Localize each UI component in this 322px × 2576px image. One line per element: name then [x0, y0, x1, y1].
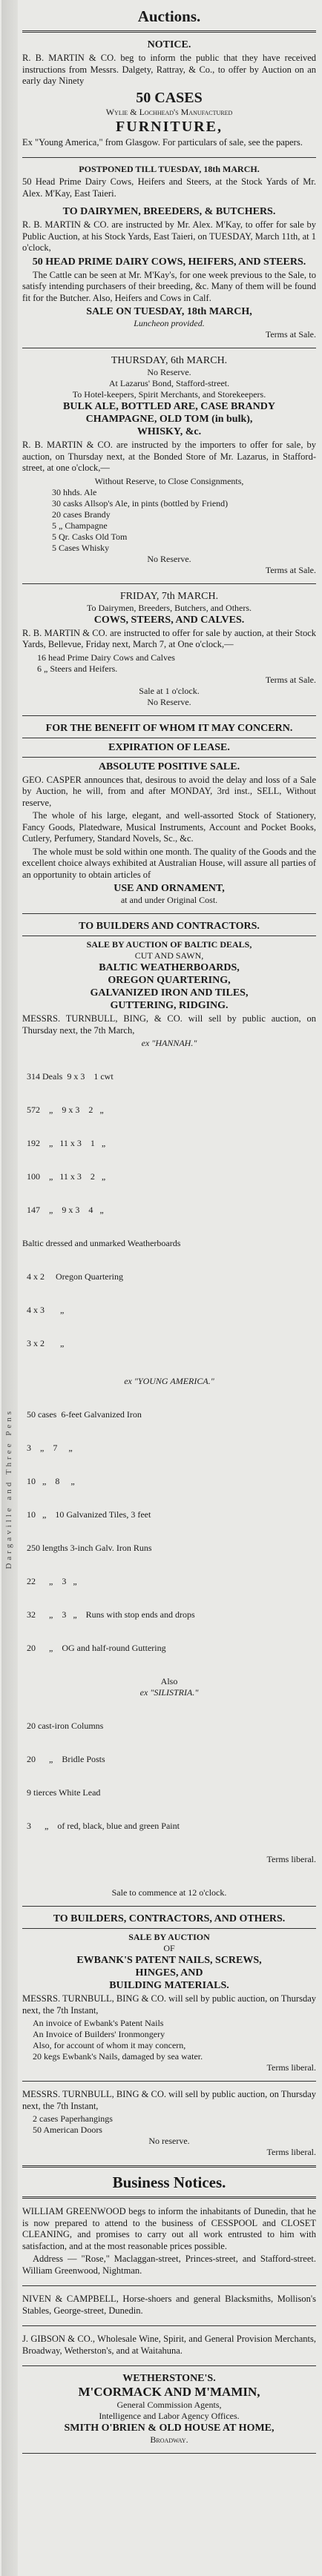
divider	[22, 30, 316, 33]
nails-t1: EWBANK'S PATENT NAILS, SCREWS,	[76, 1955, 262, 1966]
list-item: 30 casks Allsop's Ale, in pints (bottled by Friend)	[52, 497, 229, 509]
thursday-items	[22, 487, 316, 554]
mccormack-place: WETHERSTONE'S.	[122, 2373, 216, 2384]
postponed-body1: 50 Head Prime Dairy Cows, Heifers and Steers, at the Stock Yards of Mr. Alex. M'Kay, East Taieri.	[22, 176, 316, 199]
table-row: 3 „ of red, black, blue and green Paint	[27, 1821, 180, 1831]
nails-terms: Terms liberal.	[266, 2062, 316, 2073]
thursday-title2: CHAMPAGNE, OLD TOM (in bulk),	[85, 414, 253, 425]
thursday-reserve2: No Reserve.	[147, 553, 191, 564]
builders-table1	[22, 1049, 316, 1238]
builders-baltic: Baltic dressed and unmarked Weatherboards	[22, 1238, 181, 1248]
column	[22, 4, 316, 2457]
business-heading: Business Notices.	[112, 2173, 226, 2191]
builders-sale-title: SALE BY AUCTION OF BALTIC DEALS,	[86, 939, 252, 950]
greenwood-body: WILLIAM GREENWOOD begs to inform the inhabitants of Dunedin, that he is now prepared to attend to the business of CESSPOOL and CLOSET CLEANING, and promises to carry out all work entrusted to him with satisfaction, and at the most reasonable prices possible.	[22, 2206, 316, 2251]
divider	[22, 913, 316, 914]
benefit-cost: at and under Original Cost.	[120, 895, 218, 905]
notice-body: R. B. MARTIN & CO. beg to inform the public that they have received instructions from Messrs. Dalgety, Rattray, & Co., to offer by Auction on an early day Ninety	[22, 53, 316, 86]
niven-ad	[22, 2289, 316, 2322]
builders-ad	[22, 917, 316, 1903]
benefit-title: FOR THE BENEFIT OF WHOM IT MAY CONCERN.	[45, 722, 293, 734]
divider	[22, 757, 316, 758]
builders-cut: CUT AND SAWN,	[134, 950, 204, 961]
table-row: 10 „ 8 „	[27, 1476, 75, 1486]
friday-date: FRIDAY, 7th MARCH.	[119, 590, 219, 602]
builders-title: TO BUILDERS AND CONTRACTORS.	[79, 921, 260, 932]
friday-title: COWS, STEERS, AND CALVES.	[93, 614, 245, 626]
mccormack-line3: Intelligence and Labor Agency Offices.	[99, 2411, 240, 2421]
builders-oregon	[22, 1249, 316, 1371]
nails-title: TO BUILDERS, CONTRACTORS, AND OTHERS.	[53, 1913, 286, 1924]
divider	[22, 715, 316, 716]
gibson-ad	[22, 2329, 316, 2363]
builders-ex2: ex "YOUNG AMERICA."	[124, 1376, 214, 1386]
nails-i1: An invoice of Ewbank's Patent Nails	[33, 2018, 164, 2028]
paper-body: MESSRS. TURNBULL, BING & CO. will sell by public auction, on Thursday next, the 7th Instant,	[22, 2089, 316, 2111]
divider	[22, 2196, 316, 2199]
list-item: 5 Cases Whisky	[52, 542, 110, 553]
benefit-use: USE AND ORNAMENT,	[114, 883, 225, 894]
thursday-without: Without Reserve, to Close Consignments,	[94, 475, 244, 486]
mccormack-title: M'CORMACK AND M'MAMIN,	[78, 2385, 260, 2399]
table-row: 572 „ 9 x 3 2 „	[27, 1105, 104, 1115]
table-row: 10 „ 10 Galvanized Tiles, 3 feet	[27, 1509, 151, 1520]
friday-terms: Terms at Sale.	[265, 674, 316, 685]
nails-i4: 20 kegs Ewbank's Nails, damaged by sea water.	[33, 2051, 203, 2062]
thursday-reserve: No Reserve.	[147, 367, 191, 377]
table-row: 32 „ 3 „ Runs with stop ends and drops	[27, 1609, 195, 1620]
thursday-ad	[22, 351, 316, 580]
builders-b3: GALVANIZED IRON AND TILES,	[90, 987, 249, 999]
niven-body: NIVEN & CAMPBELL, Horse-shoers and general Blacksmiths, Mollison's Stables, George-street, Dunedin.	[22, 2294, 316, 2316]
table-row: 250 lengths 3-inch Galv. Iron Runs	[27, 1543, 152, 1553]
friday-item1: 16 head Prime Dairy Cows and Calves	[37, 652, 175, 663]
postponed-terms: Terms at Sale.	[265, 329, 316, 340]
thursday-date: THURSDAY, 6th MARCH.	[111, 355, 228, 366]
list-item: 5 „ Champagne	[52, 520, 108, 531]
divider	[22, 2325, 316, 2326]
builders-commence: Sale to commence at 12 o'clock.	[111, 1887, 227, 1898]
table-row: 50 cases 6-feet Galvanized Iron	[27, 1409, 142, 1420]
table-row: 314 Deals 9 x 3 1 cwt	[27, 1071, 114, 1082]
builders-b4: GUTTERING, RIDGING.	[110, 1000, 229, 1011]
mccormack-line2: General Commission Agents,	[116, 2400, 222, 2410]
friday-reserve: No Reserve.	[147, 696, 191, 707]
builders-body: MESSRS. TURNBULL, BING, & CO. will sell by public auction, on Thursday next, the 7th March,	[22, 1013, 316, 1036]
notice-maker: Wylie & Lochhead's Manufactured	[105, 106, 233, 117]
table-row: 22 „ 3 „	[27, 1576, 77, 1586]
builders-b2: OREGON QUARTERING,	[108, 975, 231, 986]
divider	[22, 2165, 316, 2168]
table-row: 20 cast-iron Columns	[27, 1721, 104, 1731]
thursday-body: R. B. MARTIN & CO. are instructed by the importers to offer for sale, by auction, on Thursday next, at the Bonded Store of Mr. Lazarus, in Stafford-street, at one o'clock,—	[22, 440, 316, 473]
divider	[22, 1906, 316, 1907]
table-row: 20 „ Bridle Posts	[27, 1754, 105, 1764]
benefit-body3: The whole must be sold within one month. The quality of the Goods and the excellent choice always exhibited at Australian House, will assure all parties of an opportunity to obtain articles of	[22, 846, 316, 880]
table-row: 9 tierces White Lead	[27, 1787, 101, 1798]
list-item: 20 cases Brandy	[52, 509, 111, 520]
postponed-body3: The Cattle can be seen at Mr. M'Kay's, for one week previous to the Sale, to satisfy intending purchasers of their breeding, &c. Many of them will be found fit for the Butcher. Also, Heifers and Cows in Calf.	[22, 269, 316, 303]
table-row: 4 x 2 Oregon Quartering	[27, 1271, 123, 1282]
mccormack-ad	[22, 2369, 316, 2450]
table-row: 3 „ 7 „	[27, 1443, 73, 1453]
nails-i3: Also, for account of whom it may concern,	[33, 2040, 186, 2050]
notice-ad	[22, 36, 316, 154]
nails-sub: SALE BY AUCTION	[128, 1932, 210, 1942]
page-gutter	[1, 0, 18, 2576]
benefit-expiration: EXPIRATION OF LEASE.	[108, 741, 230, 753]
friday-item2: 6 „ Steers and Heifers.	[37, 663, 118, 674]
nails-of: OF	[163, 1943, 175, 1953]
paper-reserve: No reserve.	[148, 2136, 190, 2146]
nails-i2: An Invoice of Builders' Ironmongery	[33, 2029, 165, 2039]
nails-body: MESSRS. TURNBULL, BING & CO. will sell by public auction, on Thursday next, the 7th Instant,	[22, 1993, 316, 2016]
thursday-title1: BULK ALE, BOTTLED ARE, CASE BRANDY	[63, 401, 275, 412]
postponed-sale: SALE ON TUESDAY, 18th MARCH,	[86, 306, 252, 317]
mccormack-line5: Broadway.	[150, 2434, 188, 2445]
notice-furniture: FURNITURE,	[116, 118, 223, 135]
postponed-head: 50 HEAD PRIME DAIRY COWS, HEIFERS, AND STEERS.	[32, 256, 306, 268]
thursday-to: To Hotel-keepers, Spirit Merchants, and Storekeepers.	[72, 389, 266, 400]
builders-b1: BALTIC WEATHERBOARDS,	[99, 962, 240, 973]
benefit-body2: The whole of his large, elegant, and well-assorted Stock of Stationery, Fancy Goods, Platedware, Musical Instruments, Account and Pocket Books, Cutlery, Perfumery, Standard Novels, Sc., &c.	[22, 810, 316, 844]
postponed-ad	[22, 161, 316, 345]
divider	[22, 2365, 316, 2366]
divider	[22, 2453, 316, 2454]
table-row: 100 „ 11 x 3 2 „	[27, 1171, 106, 1182]
table-row: 4 x 3 „	[27, 1305, 65, 1315]
mccormack-line4: SMITH O'BRIEN & OLD HOUSE AT HOME,	[64, 2423, 275, 2434]
friday-to: To Dairymen, Breeders, Butchers, and Others.	[86, 602, 252, 613]
nails-t3: BUILDING MATERIALS.	[109, 1980, 229, 1991]
friday-ad	[22, 587, 316, 712]
thursday-place: At Lazarus' Bond, Stafford-street.	[108, 378, 230, 388]
postponed-sub: TO DAIRYMEN, BREEDERS, & BUTCHERS.	[62, 206, 276, 217]
divider	[22, 2285, 316, 2286]
table-row: 192 „ 11 x 3 1 „	[27, 1138, 106, 1148]
table-row: 3 x 2 „	[27, 1338, 65, 1348]
benefit-absolute: ABSOLUTE POSITIVE SALE.	[98, 761, 240, 772]
builders-ex3: ex "SILISTRIA."	[139, 1687, 199, 1698]
divider	[22, 157, 316, 158]
thursday-terms: Terms at Sale.	[265, 564, 316, 575]
divider	[22, 2081, 316, 2082]
paper-i2: 50 American Doors	[33, 2125, 102, 2135]
builders-also: Also	[160, 1676, 178, 1686]
divider	[22, 583, 316, 584]
list-item: 30 hhds. Ale	[52, 486, 97, 497]
notice-ex: Ex "Young America," from Glasgow. For particulars of sale, see the papers.	[22, 136, 303, 148]
builders-ex1: ex "HANNAH."	[141, 1038, 197, 1048]
benefit-body1: GEO. CASPER announces that, desirous to avoid the delay and loss of a Sale by Auction, he will, from and after MONDAY, 3rd inst., SELL, Without reserve,	[22, 774, 316, 808]
section-heading: Auctions.	[137, 7, 201, 25]
table-row: Terms liberal.	[266, 1854, 316, 1864]
postponed-body2: R. B. MARTIN & CO. are instructed by Mr. Alex. M'Kay, to offer for sale by Public Auction, at his Stock Yards, East Taieri, on TUESDAY, March 11th, at 1 o'clock,	[22, 219, 316, 253]
paper-i1: 2 cases Paperhangings	[33, 2113, 113, 2124]
paper-ad	[22, 2085, 316, 2162]
postponed-lunch: Luncheon provided.	[134, 318, 205, 328]
notice-cases: 50 CASES	[136, 89, 203, 106]
postponed-title: POSTPONED TILL TUESDAY, 18th MARCH.	[79, 164, 260, 174]
builders-iron	[22, 1387, 316, 1676]
divider	[22, 1928, 316, 1929]
greenwood-ad	[22, 2202, 316, 2282]
table-row: 147 „ 9 x 3 4 „	[27, 1205, 104, 1215]
thursday-title3: WHISKY, &c.	[137, 426, 202, 437]
table-row: 20 „ OG and half-round Guttering	[27, 1643, 166, 1653]
notice-title: NOTICE.	[147, 39, 191, 50]
benefit-ad	[22, 719, 316, 911]
nails-ad	[22, 1910, 316, 2078]
paper-terms: Terms liberal.	[266, 2147, 316, 2157]
friday-body: R. B. MARTIN & CO. are instructed to offer for sale by auction, at their Stock Yards, Bellevue, Friday next, March 7, at One o'clock,—	[22, 627, 316, 649]
list-item: 5 Qr. Casks Old Tom	[52, 531, 128, 542]
builders-cols	[22, 1698, 316, 1887]
greenwood-address: Address — "Rose," Maclaggan-street, Princes-street, and Stafford-street. William Greenwood, Nightman.	[22, 2254, 316, 2276]
friday-sale: Sale at 1 o'clock.	[139, 685, 200, 696]
gutter-caption: Dargaville and Three Pens	[4, 1408, 13, 1569]
gibson-body: J. GIBSON & CO., Wholesale Wine, Spirit, and General Provision Merchants, Broadway, Wetherston's, and at Waitahuna.	[22, 2334, 316, 2356]
nails-t2: HINGES, AND	[135, 1967, 203, 1979]
